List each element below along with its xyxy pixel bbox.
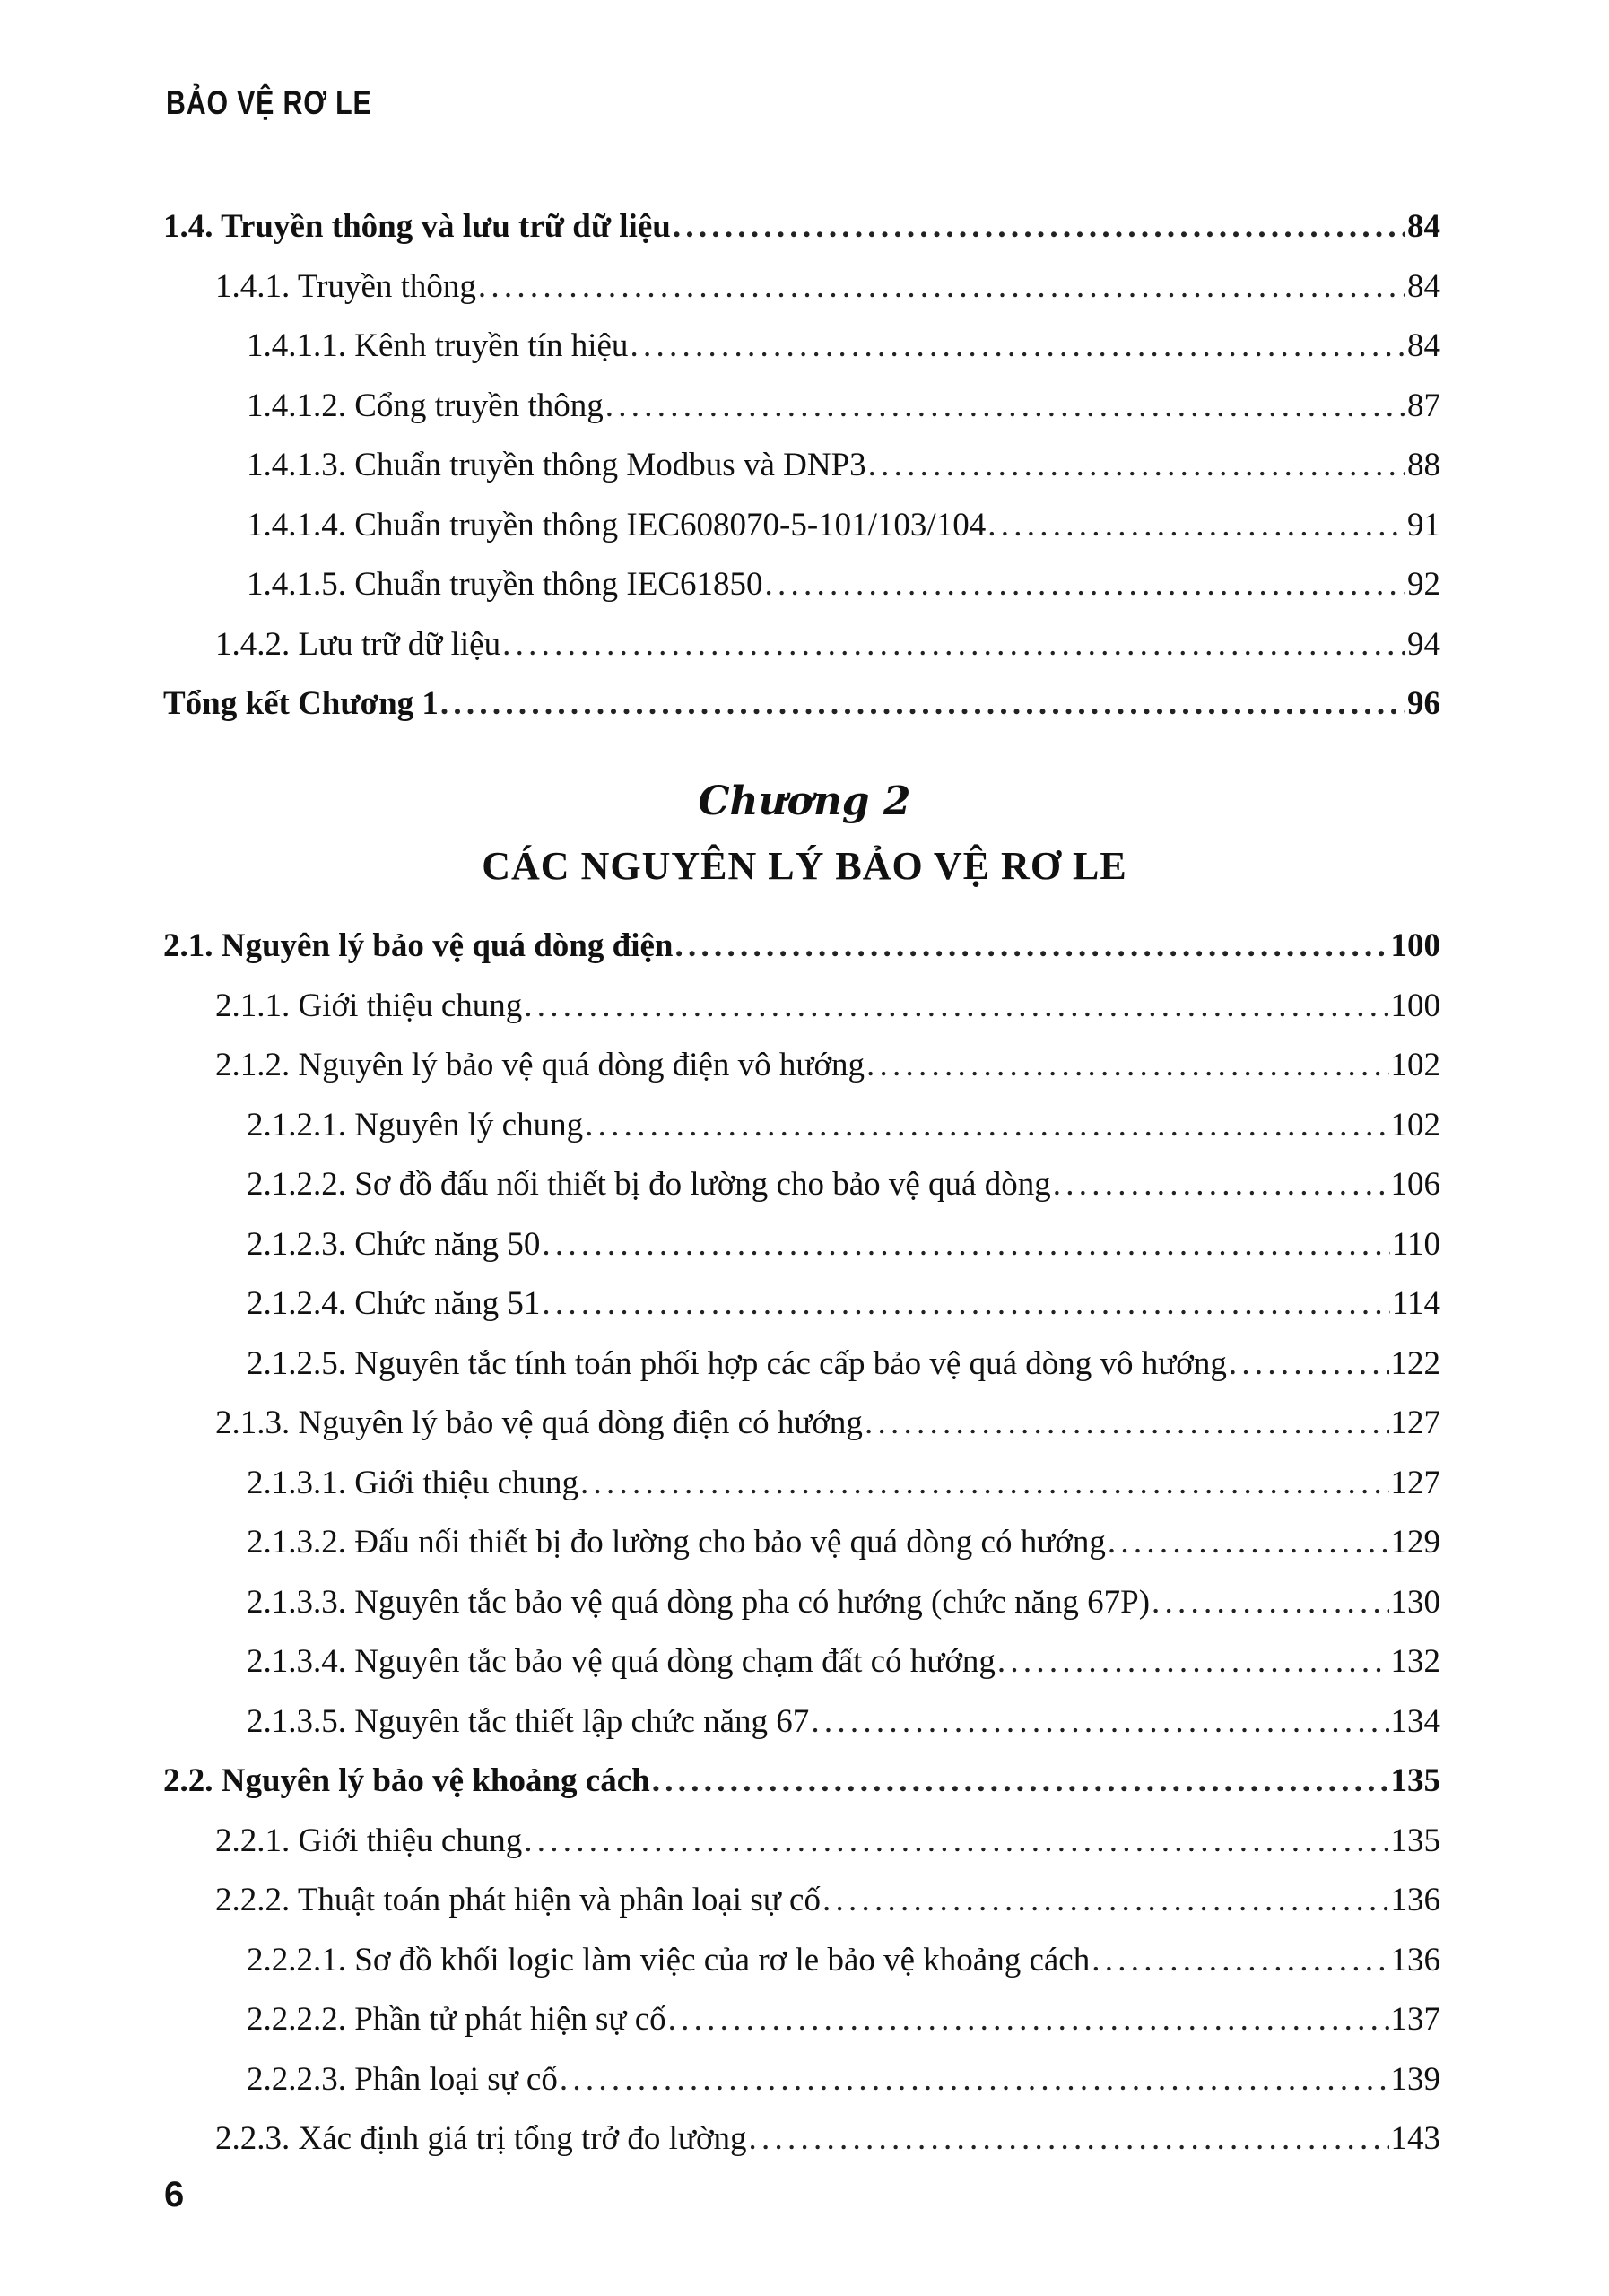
toc-entry-page: 139	[1390, 2060, 1440, 2098]
toc-entry	[163, 926, 1440, 967]
toc-dot-leader	[630, 326, 1405, 367]
toc-entry-page: 135	[1390, 1822, 1440, 1859]
toc-entry	[215, 1880, 1440, 1921]
toc-entry-page: 84	[1407, 327, 1440, 364]
toc-entry-page: 92	[1407, 566, 1440, 603]
toc-dot-leader	[675, 926, 1389, 967]
toc-entry	[247, 1522, 1440, 1563]
toc-entry	[163, 1761, 1440, 1802]
toc-entry	[247, 1999, 1440, 2040]
toc-dot-leader	[1108, 1522, 1389, 1563]
toc-entry-title: 2.1.3.4. Nguyên tắc bảo vệ quá dòng chạm đất có hướng	[247, 1643, 996, 1680]
toc-entry-title: 2.1.1. Giới thiệu chung	[215, 987, 523, 1024]
toc-entry-title: 2.1.3.1. Giới thiệu chung	[247, 1464, 578, 1501]
toc-entry	[247, 1105, 1440, 1146]
toc-dot-leader	[865, 1403, 1389, 1444]
toc-dot-leader	[866, 1045, 1388, 1086]
toc-dot-leader	[585, 1105, 1388, 1146]
toc-entry-page: 127	[1390, 1464, 1440, 1501]
toc-entry-page: 102	[1390, 1106, 1440, 1144]
toc-entry-title: 2.1.3.2. Đấu nối thiết bị đo lường cho bảo vệ quá dòng có hướng	[247, 1524, 1106, 1561]
toc-entry	[247, 505, 1440, 546]
toc-entry-page: 137	[1390, 2001, 1440, 2038]
page-number: 6	[164, 2175, 185, 2214]
toc-dot-leader	[478, 266, 1405, 308]
toc-entry-title: 1.4.1.5. Chuẩn truyền thông IEC61850	[247, 566, 763, 603]
toc-dot-leader	[524, 1821, 1388, 1862]
toc-entry	[247, 386, 1440, 427]
chapter-label: Chương 2	[698, 778, 911, 824]
toc-dot-leader	[997, 1641, 1389, 1683]
toc-entry-title: 2.1.2.2. Sơ đồ đấu nối thiết bị đo lường cho bảo vệ quá dòng	[247, 1166, 1051, 1203]
toc-dot-leader	[542, 1283, 1390, 1325]
toc-entry-page: 132	[1390, 1643, 1440, 1680]
toc-entry-title: 1.4.1.4. Chuẩn truyền thông IEC608070-5-101/103/104	[247, 506, 987, 544]
toc-entry	[163, 206, 1440, 248]
toc-entry-page: 94	[1407, 625, 1440, 663]
toc-entry	[247, 1164, 1440, 1205]
toc-entry	[247, 445, 1440, 486]
toc-entry-title: 2.1.2.3. Chức năng 50	[247, 1225, 541, 1263]
toc-dot-leader	[502, 624, 1405, 665]
toc-entry-page: 110	[1391, 1225, 1440, 1263]
toc-entry-page: 135	[1390, 1762, 1440, 1799]
toc-entry-page: 84	[1407, 267, 1440, 305]
toc-entry	[247, 1463, 1440, 1504]
toc-entry-page: 129	[1390, 1524, 1440, 1561]
toc-entry-page: 127	[1390, 1405, 1440, 1441]
toc-entry-title: 2.1.3.3. Nguyên tắc bảo vệ quá dòng pha có hướng (chức năng 67P)	[247, 1583, 1151, 1621]
toc-dot-leader	[440, 683, 1405, 725]
toc-dot-leader	[668, 1999, 1389, 2040]
toc-entry-title: 2.2.3. Xác định giá trị tổng trở đo lường	[215, 2120, 747, 2157]
toc-entry-page: 91	[1407, 506, 1440, 544]
toc-entry-title: 2.1.2. Nguyên lý bảo vệ quá dòng điện vô hướng	[215, 1047, 865, 1083]
toc-dot-leader	[765, 564, 1405, 605]
toc-entry-page: 134	[1390, 1702, 1440, 1740]
chapter-title: CÁC NGUYÊN LÝ BẢO VỆ RƠ LE	[482, 844, 1127, 888]
toc-dot-leader	[580, 1463, 1389, 1504]
toc-entry-title: 2.2. Nguyên lý bảo vệ khoảng cách	[163, 1762, 650, 1799]
toc-entry	[247, 564, 1440, 605]
toc-entry	[215, 624, 1440, 665]
toc-entry-page: 106	[1390, 1166, 1440, 1203]
toc-dot-leader	[524, 986, 1388, 1027]
toc-entry	[215, 1045, 1440, 1086]
toc-entry-page: 136	[1390, 1882, 1440, 1918]
toc-entry	[247, 326, 1440, 367]
toc-entry-title: 2.2.1. Giới thiệu chung	[215, 1822, 523, 1859]
toc-entry-page: 88	[1407, 447, 1440, 483]
toc-entry-title: 2.2.2.1. Sơ đồ khối logic làm việc của rơ le bảo vệ khoảng cách	[247, 1941, 1091, 1979]
toc-entry-page: 122	[1390, 1344, 1440, 1382]
toc-entry-title: 1.4.1.3. Chuẩn truyền thông Modbus và DNP3	[247, 447, 866, 483]
toc-entry	[215, 1403, 1440, 1444]
toc-entry-title: 2.1.2.5. Nguyên tắc tính toán phối hợp các cấp bảo vệ quá dòng vô hướng	[247, 1344, 1227, 1382]
toc-entry-page: 130	[1390, 1583, 1440, 1621]
toc-entry	[247, 1940, 1440, 1981]
toc-dot-leader	[822, 1880, 1389, 1921]
toc-entry-page: 100	[1390, 927, 1440, 964]
running-header: BẢO VỆ RƠ LE	[166, 84, 372, 121]
toc-dot-leader	[1152, 1582, 1388, 1623]
toc-entry-page: 143	[1390, 2120, 1440, 2157]
toc-entry-title: Tổng kết Chương 1	[163, 685, 439, 722]
toc-entry-title: 1.4.1.2. Cổng truyền thông	[247, 387, 604, 424]
toc-dot-leader	[560, 2059, 1389, 2100]
toc-entry-page: 100	[1390, 987, 1440, 1024]
toc-dot-leader	[868, 445, 1405, 486]
toc-dot-leader	[673, 206, 1405, 248]
toc-entry-title: 2.2.2.2. Phần tử phát hiện sự cố	[247, 2001, 666, 2038]
toc-entry	[247, 1224, 1440, 1265]
toc-entry-page: 84	[1407, 208, 1440, 245]
toc-dot-leader	[1229, 1344, 1389, 1385]
toc-entry	[215, 266, 1440, 308]
toc-dot-leader	[811, 1701, 1388, 1743]
toc-entry	[163, 683, 1440, 725]
toc-entry	[247, 1283, 1440, 1325]
toc-entry-title: 2.1.2.4. Chức năng 51	[247, 1285, 541, 1322]
toc-entry-title: 2.1.3. Nguyên lý bảo vệ quá dòng điện có hướng	[215, 1405, 863, 1441]
toc-entry-page: 102	[1390, 1047, 1440, 1083]
toc-entry	[247, 1582, 1440, 1623]
toc-entry-title: 2.1. Nguyên lý bảo vệ quá dòng điện	[163, 927, 674, 964]
toc-entry	[215, 2118, 1440, 2160]
toc-entry-title: 1.4.2. Lưu trữ dữ liệu	[215, 625, 501, 663]
toc-entry-page: 87	[1407, 387, 1440, 424]
toc-dot-leader	[652, 1761, 1389, 1802]
toc-dot-leader	[1092, 1940, 1388, 1981]
toc-entry-title: 2.1.3.5. Nguyên tắc thiết lập chức năng 67	[247, 1702, 810, 1740]
toc-dot-leader	[987, 505, 1405, 546]
toc-entry	[247, 1641, 1440, 1683]
toc-entry	[247, 2059, 1440, 2100]
toc-dot-leader	[542, 1224, 1390, 1265]
toc-entry-page: 136	[1390, 1941, 1440, 1979]
toc-entry-title: 2.1.2.1. Nguyên lý chung	[247, 1106, 584, 1144]
toc-entry-title: 2.2.2. Thuật toán phát hiện và phân loại sự cố	[215, 1882, 821, 1918]
toc-entry	[247, 1701, 1440, 1743]
toc-entry	[215, 1821, 1440, 1862]
toc-entry-page: 114	[1391, 1285, 1440, 1322]
toc-entry-title: 1.4.1.1. Kênh truyền tín hiệu	[247, 327, 629, 364]
toc-dot-leader	[749, 2118, 1389, 2160]
toc-entry-page: 96	[1407, 685, 1440, 722]
toc-dot-leader	[1053, 1164, 1389, 1205]
toc-entry-title: 1.4. Truyền thông và lưu trữ dữ liệu	[163, 208, 671, 245]
toc-entry-title: 2.2.2.3. Phân loại sự cố	[247, 2060, 558, 2098]
toc-entry	[247, 1344, 1440, 1385]
toc-entry	[215, 986, 1440, 1027]
toc-entry-title: 1.4.1. Truyền thông	[215, 267, 476, 305]
toc-dot-leader	[605, 386, 1405, 427]
